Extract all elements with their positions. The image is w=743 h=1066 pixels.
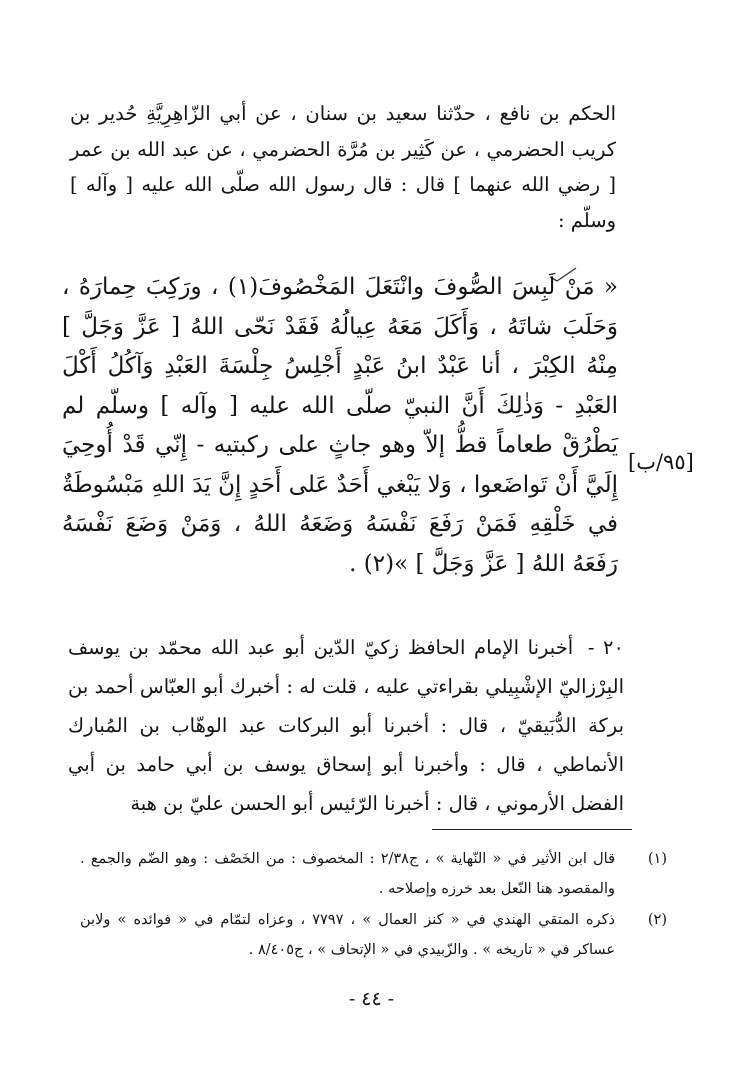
page-number: - ٤٤ -: [348, 988, 395, 1010]
item-number: ٢٠ -: [587, 636, 624, 659]
footnote-number: (٢): [647, 912, 667, 928]
hadith-20-isnad: [68, 628, 624, 823]
hadith-text: « مَنْ لَبِسَ الصُّوفَ وانْتَعَلَ المَخْصُوفَ(١) ، ورَكِبَ حِمارَهُ ، وَحَلَبَ شاتَهُ ، وَأَكَلَ مَعَهُ عِيالُهُ فَقَدْ نَحّى اللهُ [ عَزَّ وَجَلَّ ] مِنْهُ الكِبْرَ ، أنا عَبْدٌ ابنُ عَبْدٍ أَجْلِسُ جِلْسَةَ العَبْدِ وَآكُلُ أَكْلَ العَبْدِ - وَذٰلِكَ أَنَّ النبيّ صلّى الله عليه [ وآله ] وسلّم لم يَطْرُقْ طعاماً قطُّ إلاّ وهو جاثٍ على ركبتيه - إِنّي قَدْ أُوحِيَ إِلَيَّ أَنْ تَواضَعوا ، وَلا يَبْغي أَحَدٌ عَلى أَحَدٍ إِنَّ يَدَ اللهِ مَبْسُوطَةٌ في خَلْقِهِ فَمَنْ رَفَعَ نَفْسَهُ وَضَعَهُ اللهُ ، وَمَنْ وَضَعَ نَفْسَهُ رَفَعَهُ اللهُ [ عَزَّ وَجَلَّ ] »(٢) .: [62, 274, 618, 577]
footnote-separator: [432, 829, 632, 830]
item-text: أخبرنا الإمام الحافظ زكيّ الدّين أبو عبد الله محمّد بن يوسف البِرْزاليّ الإشْبِيلي بقراءتي عليه ، قلت له : أخبرك أبو العبّاس أحمد بن بركة الدُّبَيقيّ ، قال : أخبرنا أبو البركات عبد الوهّاب بن المُبارك الأنماطي ، قال : وأخبرنا أبو إسحاق يوسف بن أبي حامد بن أبي الفضل الأرموني ، قال : أخبرنا الرّئيس أبو الحسن عليّ بن هبة: [68, 636, 624, 815]
footnote-2: [80, 905, 667, 965]
isnad-paragraph: الحكم بن نافع ، حدّثنا سعيد بن سنان ، عن أبي الزّاهِرِيَّةِ حُدير بن كريب الحضرمي ، عن كَثِير بن مُرَّة الحضرمي ، عن عبد الله بن عمر [ رضي الله عنهما ] قال : قال رسول الله صلّى الله عليه [ وآله ] وسلّم :: [70, 102, 616, 232]
manuscript-folio-reference: [٩٥/ب]: [628, 450, 694, 474]
footnote-text: قال ابن الأثير في « النّهاية » ، ج٢/٣٨ : المخصوف : من الخَصْف : وهو الضّم والجمع . والمقصود هنا النّعل بعد خرزه وإصلاحه .: [80, 851, 615, 897]
footnote-text: ذكره المتقي الهندي في « كنز العمال » ، ٧٧٩٧ ، وعزاه لتمّام في « فوائده » ولابن عساكر في « تاريخه » . والزّبيدي في « الإتحاف » ، ج٨/٤٠٥ .: [80, 912, 615, 958]
footnote-number: (١): [647, 851, 667, 867]
footnote-1: [80, 844, 667, 904]
